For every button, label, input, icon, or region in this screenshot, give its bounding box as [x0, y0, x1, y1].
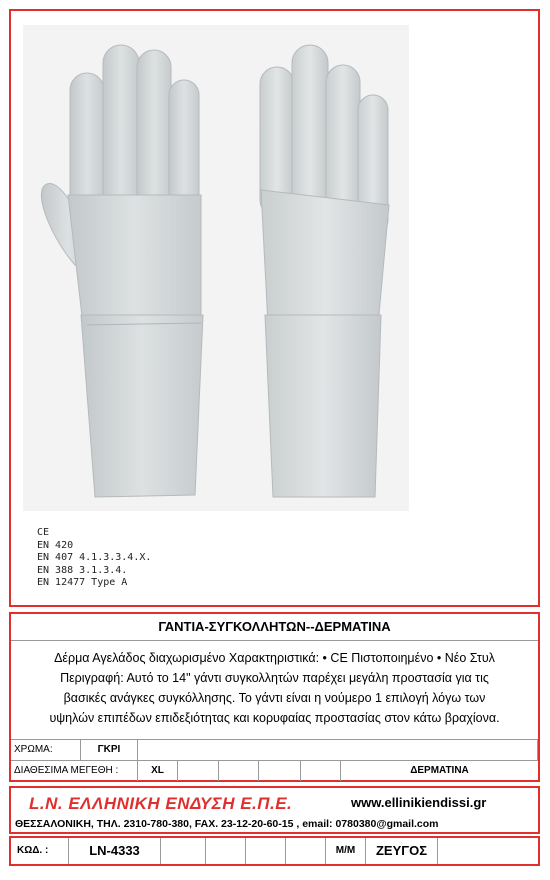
size-empty [259, 761, 301, 781]
code-label: ΚΩΔ. : [11, 838, 69, 864]
unit-label: Μ/Μ [326, 838, 366, 864]
size-empty [219, 761, 259, 781]
description-line: Δέρμα Αγελάδος διαχωρισμένο Χαρακτηριστικά: • CE Πιστοποιημένο • Νέο Στυλ [54, 651, 495, 665]
material-value: ΔΕΡΜΑΤΙΝΑ [410, 765, 469, 776]
unit-value: ΖΕΥΓΟΣ [366, 838, 438, 864]
sizes-label: ΔΙΑΘΕΣΙΜΑ ΜΕΓΕΘΗ : [11, 761, 138, 781]
standard-item: EN 388 3.1.3.4. [37, 564, 128, 576]
color-label: ΧΡΩΜΑ: [11, 740, 81, 760]
size-value: XL [138, 761, 178, 781]
color-value: ΓΚΡΙ [81, 740, 138, 760]
code-empty [206, 838, 246, 864]
company-name: L.N. ΕΛΛΗΝΙΚΗ ΕΝΔΥΣΗ Ε.Π.Ε. [29, 794, 293, 813]
code-empty [246, 838, 286, 864]
product-photo-frame [9, 9, 540, 607]
product-code-row [9, 836, 540, 866]
description-line: βασικές ανάγκες συγκόλλησης. Το γάντι είναι η νούμερο 1 επιλογή λόγω των [63, 691, 486, 705]
product-info-panel [9, 612, 540, 782]
code-value: LN-4333 [69, 838, 161, 864]
standard-item: CE [37, 527, 50, 538]
product-photo [23, 25, 409, 511]
standard-item: EN 407 4.1.3.3.4.X. [37, 552, 152, 563]
color-row [11, 739, 538, 760]
standard-item: EN 12477 Type A [37, 577, 128, 588]
size-empty [178, 761, 219, 781]
company-contact: ΘΕΣΣΑΛΟΝΙΚΗ, ΤΗΛ. 2310-780-380, FAX. 23-12-20-60-15 , email: 0780380@gmail.com [15, 818, 439, 830]
description-line: Περιγραφή: Αυτό το 14" γάντι συγκολλητών παρέχει μεγάλη προστασία για τις [60, 671, 489, 685]
color-row-empty [138, 740, 538, 760]
welding-gloves-image [23, 25, 409, 511]
sizes-row [11, 760, 538, 781]
product-title: ΓΑΝΤΙΑ-ΣΥΓΚΟΛΛΗΤΩΝ--ΔΕΡΜΑΤΙΝΑ [11, 614, 538, 641]
description-line: υψηλών επιπέδων επιδεξιότητας και κορυφαίας προστασίας στον κάτω βραχίονα. [49, 711, 500, 725]
size-empty [301, 761, 341, 781]
code-empty [286, 838, 326, 864]
code-empty [438, 838, 538, 864]
company-banner [9, 786, 540, 834]
standards-list [33, 521, 186, 594]
product-description [15, 648, 534, 728]
standard-item: EN 420 [37, 539, 74, 551]
company-website[interactable]: www.ellinikiendissi.gr [351, 795, 487, 810]
code-empty [161, 838, 206, 864]
